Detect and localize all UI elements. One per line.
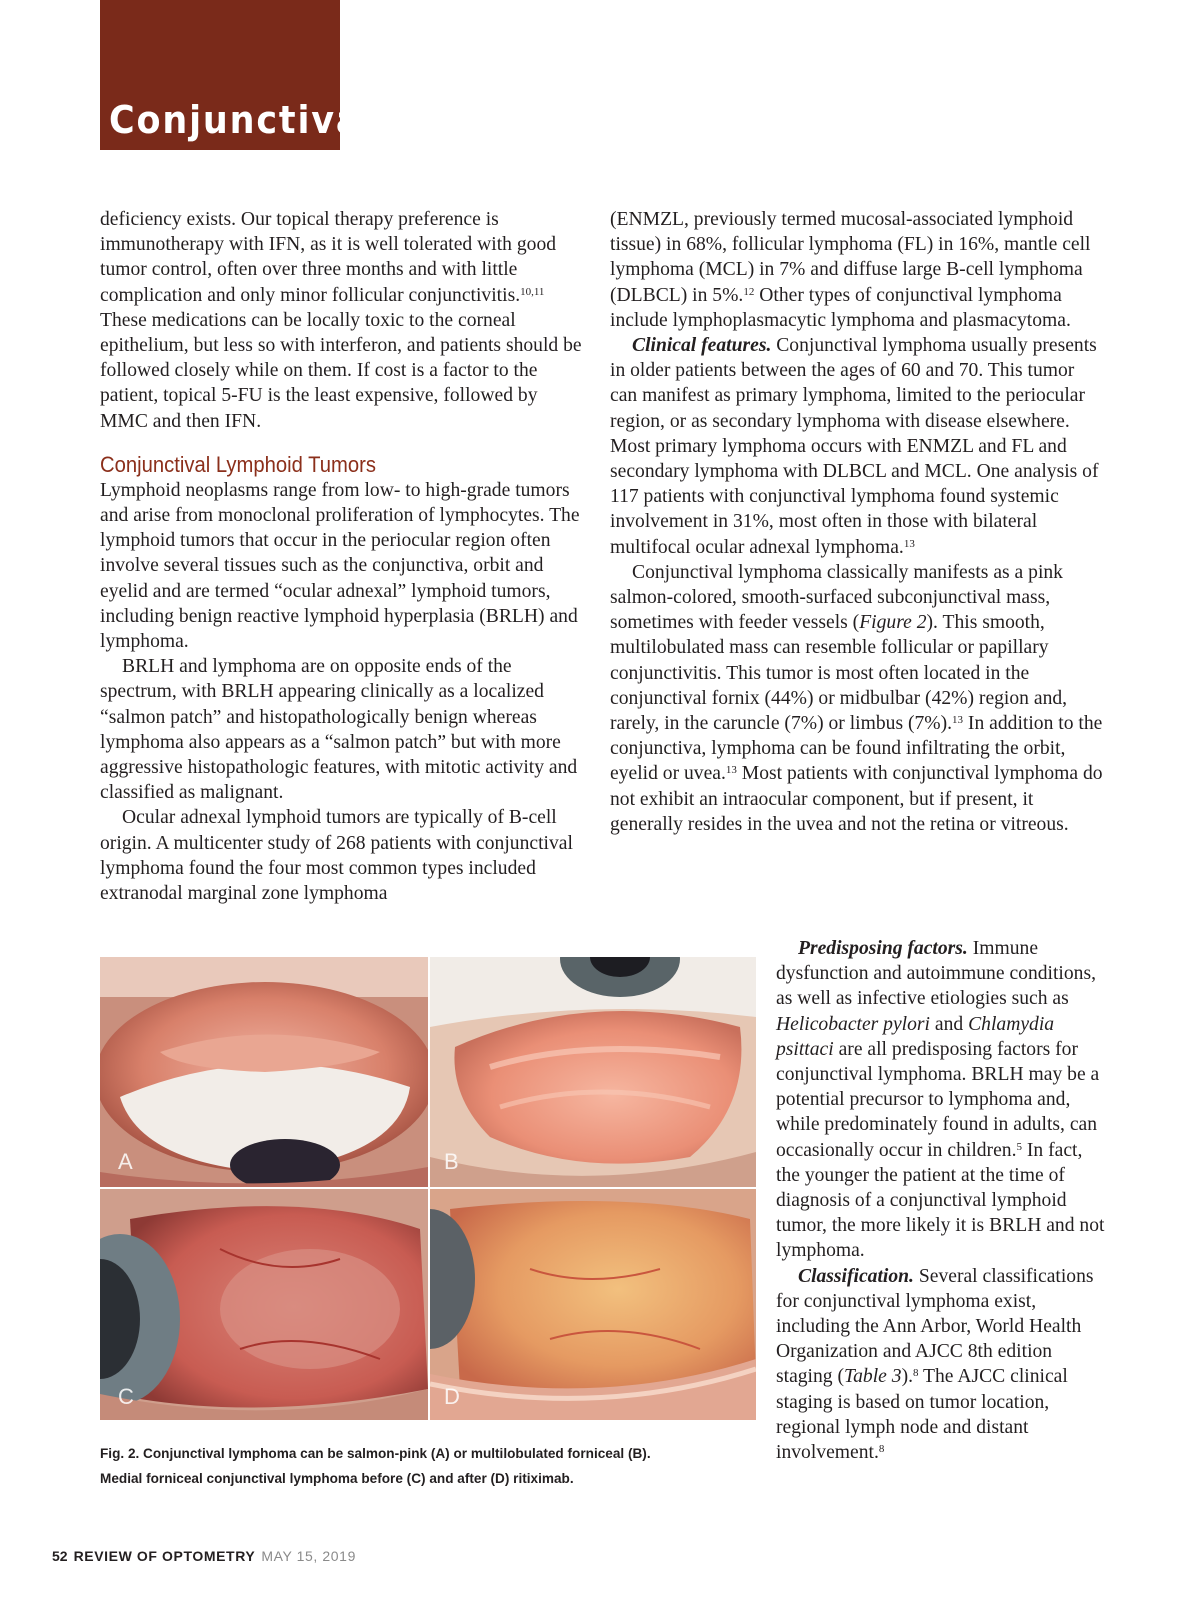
reference: 13 — [903, 537, 915, 550]
section-title: Conjunctiva — [109, 98, 362, 142]
paragraph: BRLH and lymphoma are on opposite ends of the spectrum, with BRLH appearing clinically as a localized “salmon patch” and histopathologically benign whereas lymphoma also appears as a “salmon patch” but with more aggressive histopathologic features, with mitotic activity and classified as malignant. — [100, 656, 578, 804]
left-column — [100, 207, 590, 906]
caption-line: Fig. 2. Conjunctival lymphoma can be salmon-pink (A) or multilobulated forniceal (B). — [100, 1446, 651, 1461]
figure-panel-c — [100, 1189, 428, 1420]
panel-label: C — [118, 1384, 134, 1409]
eye-photo-c — [100, 1189, 428, 1420]
figure-panel-d — [430, 1189, 756, 1420]
paragraph: Lymphoid neoplasms range from low- to high-grade tumors and arise from monoclonal proliferation of lymphocytes. The lymphoid tumors that occur in the periocular region often involve several tissues such as the conjunctiva, orbit and eyelid and are termed “ocular adnexal” lymphoid tumors, including benign reactive lymphoid hyperplasia (BRLH) and lymphoma. — [100, 479, 580, 653]
paragraph: Clinical features. Conjunctival lymphoma usually presents in older patients between the ages of 60 and 70. This tumor can manifest as primary lymphoma, limited to the periocular region, or as secondary lymphoma with disease elsewhere. Most primary lymphoma occurs with ENMZL and FL and secondary lymphoma with DLBCL and MCL. One analysis of 117 patients with conjunctival lymphoma found systemic involvement in 31%, most often in those with bilateral multifocal ocular adnexal lymphoma.$^{13}$ — [610, 335, 1099, 558]
panel-label: A — [118, 1149, 133, 1174]
reference: 13 — [725, 764, 737, 777]
subheading: Conjunctival Lymphoid Tumors — [100, 451, 376, 477]
panel-label: D — [444, 1384, 460, 1409]
eye-photo-a — [100, 957, 428, 1187]
figure-panel-a — [100, 957, 428, 1187]
eye-photo-d — [430, 1189, 756, 1420]
paragraph: Classification. Several classifications for conjunctival lymphoma exist, including the Ann Arbor, World Health Organization and AJCC 8th edition staging (Table 3).$^8$ The AJCC clinical staging is based on tumor location, regional lymph node and distant involvement.$^8$ — [776, 1265, 1094, 1464]
reference: 10,11 — [520, 285, 545, 298]
paragraph: deficiency exists. Our topical therapy preference is immunotherapy with IFN, as it is well tolerated with good tumor control, often over three months and with little complication and only minor follicular conjunctivitis.$^{10,11}$ These medications can be locally toxic to the corneal epithelium, but less so with interferon, and patients should be followed closely while on them. If cost is a factor to the patient, topical 5-FU is the least expensive, followed by MMC and then IFN. — [100, 209, 582, 432]
run-in-heading: Clinical features. — [632, 335, 772, 357]
figure-panel-b — [430, 957, 756, 1187]
paragraph: (ENMZL, previously termed mucosal-associated lymphoid tissue) in 68%, follicular lymphoma (FL) in 16%, mantle cell lymphoma (MCL) in 7% and diffuse large B-cell lymphoma (DLBCL) in 5%.$^{12}$ Other types of conjunctival lymphoma include lymphoplasmacytic lymphoma and plasmacytoma. — [610, 209, 1091, 331]
organism-name: Chlamydia psittaci — [776, 1013, 1055, 1060]
caption-line: Medial forniceal conjunctival lymphoma before (C) and after (D) ritiximab. — [100, 1471, 574, 1486]
reference: 12 — [743, 285, 755, 298]
panel-label: B — [444, 1149, 459, 1174]
figure-reference: Figure 2 — [859, 612, 927, 634]
paragraph: Conjunctival lymphoma classically manifests as a pink salmon-colored, smooth-surfaced subconjunctival mass, sometimes with feeder vessels (Figure 2). This smooth, multilobulated mass can resemble follicular or papillary conjunctivitis. This tumor is most often located in the conjunctival fornix (44%) or midbulbar (42%) region and, rarely, in the caruncle (7%) or limbus (7%).$^{13}$ In addition to the conjunctiva, lymphoma can be found infiltrating the orbit, eyelid or uvea.$^{13}$ Most patients with conjunctival lymphoma do not exhibit an intraocular component, but if present, it generally resides in the uvea and not the retina or vitreous. — [610, 561, 1103, 835]
eye-photo-b — [430, 957, 756, 1187]
page-number: 52 — [52, 1548, 68, 1564]
section-header — [100, 0, 362, 150]
paragraph: Ocular adnexal lymphoid tumors are typically of B-cell origin. A multicenter study of 268 patients with conjunctival lymphoma found the four most common types included extranodal marginal zone lymphoma — [100, 807, 573, 905]
organism-name: Helicobacter pylori — [776, 1013, 930, 1035]
right-column — [610, 207, 1105, 837]
run-in-heading: Predisposing factors. — [798, 938, 968, 959]
table-reference: Table 3 — [844, 1366, 902, 1388]
narrow-column — [776, 936, 1106, 1465]
run-in-heading: Classification. — [798, 1265, 914, 1287]
page-footer — [52, 1548, 356, 1564]
reference: 8 — [913, 1367, 919, 1380]
paragraph: Predisposing factors. Immune dysfunction and autoimmune conditions, as well as infective etiologies such as Helicobacter pylori and Chlamydia psittaci are all predisposing factors for conjunctival lymphoma. BRLH may be a potential precursor to lymphoma and, while predominately found in adults, can occasionally occur in children.$^5$ In fact, the younger the patient at the time of diagnosis of a conjunctival lymphoid tumor, the more likely it is BRLH and not lymphoma. — [776, 938, 1105, 1262]
reference: 8 — [878, 1443, 885, 1456]
figure-caption — [100, 1441, 760, 1491]
publication-name: REVIEW OF OPTOMETRY — [73, 1548, 256, 1564]
reference: 5 — [1016, 1140, 1022, 1153]
figure-2 — [100, 957, 756, 1420]
issue-date: MAY 15, 2019 — [261, 1548, 356, 1564]
reference: 13 — [952, 714, 964, 727]
